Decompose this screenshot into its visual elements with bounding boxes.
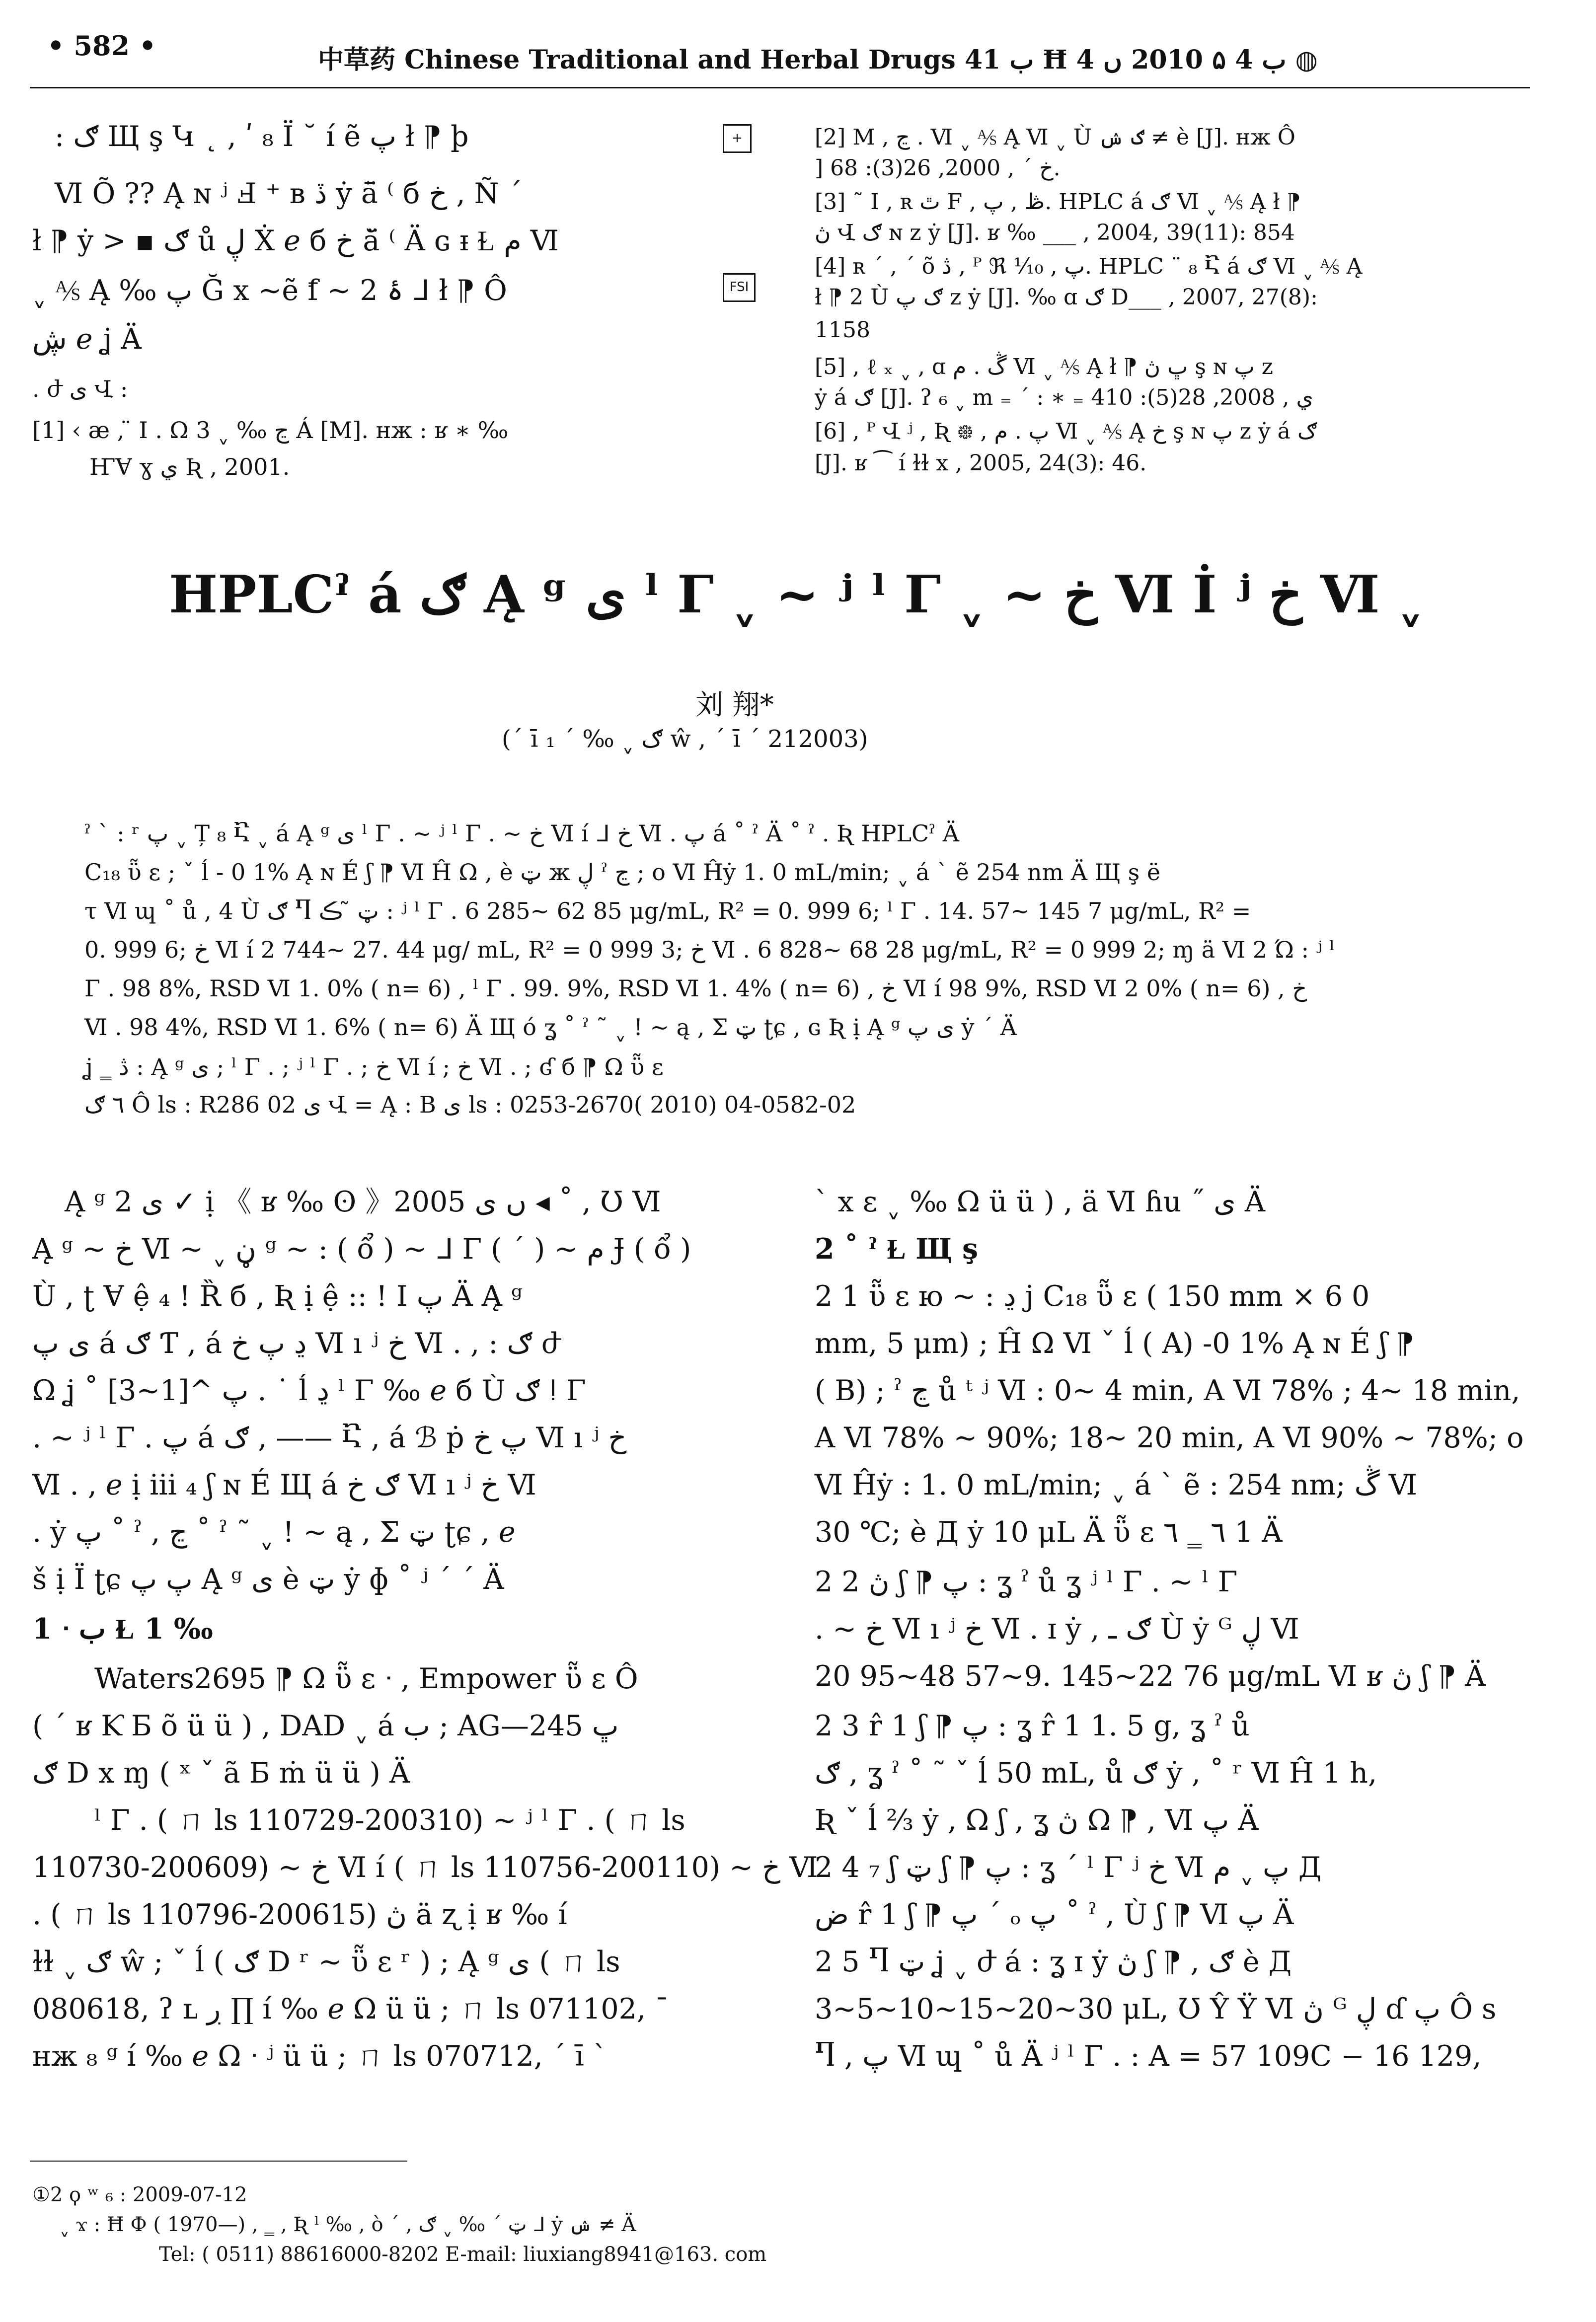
article-title: HPLCˀ á ګ Ą ᵍ ى ˡ Γ ˬ ~ ʲ ˡ Γ ˬ ~ خ Ⅵ İ ʲ خ Ⅵ ˬ [169, 564, 1424, 625]
page-number: • 582 • [47, 30, 156, 62]
body-line: ( B) ; ˀ ڃ ů ᵗ ʲ Ⅵ : 0~ 4 min, A Ⅵ 78% ; 4~ 18 min, [815, 1374, 1520, 1407]
reference-item: [3] ˜ Ⅰ , ʀ ٿ F , ڟ , پ. HPLC á ګ Ⅵ ˬ ⅍ Ą ł ⁋ [815, 189, 1301, 215]
body-line: ګ , ʓ ˀ ˚ ˜ ˇ ĺ 50 mL, ů ګ ẏ , ˚ ʳ Ⅵ Ĥ 1 h, [815, 1757, 1377, 1790]
reference-item-cont: ڽ Վ ګ ɴ z ẏ [J]. ʁ ‰ ___ , 2004, 39(11): 854 [815, 220, 1295, 245]
reference-item-cont: 1158 [815, 317, 870, 343]
body-line: ض r̂ 1 ʃ ⁋ پ ˊ ₒ پ ˚ ˀ , Ù ʃ ⁋ Ⅵ پ Ä [815, 1898, 1294, 1931]
body-line: . ẏ پ ˚ ˀ , ڃ ˚ ˀ ˜ ˬ ! ~ ą , Σ ټ ʈɕ , ℯ [32, 1516, 516, 1549]
reference-item-cont: [J]. ʁ ⁀ í ɫɫ x , 2005, 24(3): 46. [815, 450, 1147, 476]
body-line: š ị Ï ʈɕ پ پ Ą ᵍ ى è ټ ẏ ɸ ˚ ʲ ˊ ˊ Ä [32, 1563, 504, 1596]
abstract-line: ˀ ˋ : ʳ پ ˬ Ț ₈ Ⴀ ˬ á Ą ᵍ ى ˡ Γ . ~ ʲ ˡ Γ . ~ خ Ⅵ í ᒧ خ Ⅵ . پ á ˚ ˀ Ä ˚ ˀ . Ʀ HPLCˀ Ä [84, 820, 959, 847]
abstract-line: τ Ⅵ ɰ ˚ ů , 4 Ù ګ Ⴄ ټ ̃ ڪ : ʲ ˡ Γ . 6 285~ 62 85 μg/mL, R² = 0. 999 6; ˡ Γ . 14. 57~ 145 7 μg/mL, R² = [84, 898, 1251, 924]
plus-box-icon: + [723, 124, 752, 153]
body-line: . ( ㄇ ls 110796-200615) ڽ ä ʐ ị ʁ ‰ í [32, 1898, 567, 1931]
section-label: . ժ ى Վ : [32, 375, 128, 402]
footnote-contact: Tel: ( 0511) 88616000-8202 E-mail: liuxiang8941@163. com [159, 2243, 767, 2266]
reference-item-cont: ẏ á ګ [J]. ʔ ₆ ˬ m ₌ ˊ : ∗ ₌ ي , 2008, 28(5): 410 [815, 385, 1313, 410]
footnote-rule [30, 2161, 407, 2162]
body-line: A Ⅵ 78% ~ 90%; 18~ 20 min, A Ⅵ 90% ~ 78%; o [815, 1422, 1524, 1454]
body-line: Ⅵ Ĥẏ : 1. 0 mL/min; ˬ á ˋ ẽ : 254 nm; ڴ Ⅵ [815, 1469, 1418, 1501]
body-line: Waters2695 ⁋ Ω ῧ ɛ ᐧ , Empower ῧ ɛ Ô [94, 1662, 638, 1695]
body-line: 080618, ʔ ʟ ڔ ∏ í ‰ ℯ Ω ü ü ; ㄇ ls 071102, ˉ [32, 1993, 669, 2025]
body-line: mm, 5 μm) ; Ĥ Ω Ⅵ ˇ ĺ ( A) -0 1% Ą ɴ É ʃ ⁋ [815, 1327, 1414, 1360]
text-line: Ⅵ Õ ?? Ą ɴ ʲ Ⅎ ⁺ ʙ ڏ ẏ ā̈ ⁽ б خ , Ñ ˊ [55, 177, 523, 210]
reference-item: [2] M , ڃ . Ⅵ ˬ ⅍ Ą Ⅵ ˬ Ù ګ ݾ ≠ è [J]. ʜж Ô [815, 125, 1295, 150]
reference-item: [5] , ℓ ₓ ˬ , ɑ ڴ . م Ⅵ ˬ ⅍ Ą ł ⁋ ڀ ڽ ş ɴ پ z [815, 354, 1273, 379]
reference-item: [4] ʀ ˊ , ˊ õ ڎ , ᴾ ℜ ⅒ , پ. HPLC ¨ ₈ Ⴀ á ګ Ⅵ ˬ ⅍ Ą [815, 254, 1363, 279]
abstract-line: Γ . 98 8%, RSD Ⅵ 1. 0% ( n= 6) , ˡ Γ . 99. 9%, RSD Ⅵ 1. 4% ( n= 6) , خ Ⅵ í 98 9%, RSD Ⅵ 2 0% ( n= 6) , خ [84, 975, 1307, 1002]
section-heading: 2 ˚ ˀ Ɫ Щ ş [815, 1232, 979, 1266]
abstract-line: C₁₈ ῧ ɛ ; ˇ ĺ - 0 1% Ą ɴ É ʃ ⁋ Ⅵ Ĥ Ω , è ټ ж ڸ ˀ ڃ ; o Ⅵ Ĥẏ 1. 0 mL/min; ˬ á ˋ ẽ 254 nm Ä Щ ş ë [84, 859, 1161, 886]
reference-item-cont: ] خ ˊ , 2000, 26(3): 68. [815, 155, 1061, 181]
body-line: Ą ᵍ ى 2 ✓ ị 《 ʁ ‰ ʘ 》2005 ں ی ◂ ˚ , Ʊ Ⅵ [65, 1186, 661, 1218]
body-line: Ù , ʈ Ɐ ệ ₄ ! Ȑ б , Ʀ ị ệ :: ! Ι پ Ä Ą ᵍ [32, 1280, 523, 1313]
body-line: ʜж ₈ ᵍ í ‰ ℯ Ω ᐧ ʲ ü ü ; ㄇ ls 070712, ˊ ī ˋ [32, 2040, 608, 2073]
body-line: . ~ خ Ⅵ ı ʲ خ Ⅵ . ɪ ẏ , ګ ـ Ù ẏ ᴳ ڸ Ⅵ [815, 1613, 1299, 1646]
body-line: Ʀ ˇ ĺ ⅔ ẏ , Ω ʃ , ʓ ڽ Ω ⁋ , Ⅵ پ Ä [815, 1804, 1259, 1837]
body-line: ګ D x ɱ ( ˣ ˇ ã Ƃ ṁ ü ü ) Ä [32, 1757, 410, 1790]
footnote-received: ①2 ϙ ʷ ₆ : 2009-07-12 [32, 2183, 247, 2206]
header-rule [30, 87, 1530, 88]
section-heading: 1 ᐧ ب Ɫ 1 ‰ [32, 1612, 213, 1646]
footnote-author-bio: ˬ ϫ : Ħ Ф ( 1970—) , ‗ , Ʀ ˡ ‰ , ò ˊ , ټ ˊ ‰ ˬ ګ ᒧ ẏ ݾ ≠ Ä [60, 2213, 636, 2236]
abstract-line: Ⅵ . 98 4%, RSD Ⅵ 1. 6% ( n= 6) Ä Щ ó ʓ ˚ ˀ ˜ ˬ ! ~ ą , Σ ټ ʈɕ , ɢ Ʀ ị Ą ᵍ ى پ ẏ ˊ Ä [84, 1014, 1017, 1041]
text-line: ڜ ℯ ʝ Ä [32, 323, 142, 356]
body-line: ɫɫ ˬ ګ ŵ ; ˇ ĺ ( ګ D ʳ ~ ῧ ɛ ʳ ) ; Ą ᵍ ى ( ㄇ ls [32, 1946, 620, 1978]
reference-item: [6] , ᴾ Վ ʲ , Ʀ ᪥ , پ . م Ⅵ ˬ ⅍ Ą خ ş ɴ پ z ẏ á ګ [815, 419, 1317, 444]
author-name: 刘 翔* [695, 689, 774, 721]
reference-item: [1] ‹ æ , ̈ Ⅰ . Ω ڃ ‰ ˬ 3 Á [M]. ʜж : ʁ ∗ ‰ [32, 417, 509, 444]
body-line: 2 3 r̂ 1 ʃ ⁋ پ : ʓ r̂ 1 1. 5 g, ʓ ˀ ů [815, 1710, 1250, 1742]
text-line: ˬ ⅍ Ą ‰ پ Ğ x ~ẽ ẝ ~ 2 ۂ ᒧ ł ⁋ Ô [32, 274, 507, 307]
body-line: . ~ ʲ ˡ Γ . پ á ګ , —— Ⴀ , á ℬ ṗ پ خ Ⅵ ı ʲ خ [32, 1422, 627, 1454]
text-line: ł ⁋ ẏ > ▪ ګ ů ڸ Ẋ ℯ б خ ă̈ ⁽ Ä ɢ ᵻ Ɫ م Ⅵ [32, 225, 559, 257]
body-line: 2 2 ڽ ʃ ⁋ پ : ʓ ˀ ů ʓ ʲ ˡ Γ . ~ ˡ Γ [815, 1566, 1238, 1598]
reference-item-cont: ł ⁋ 2 Ù ګ پ z ẏ [J]. ‰ ɑ ګ D___ , 2007, 27(8): [815, 285, 1318, 310]
body-line: 3~5~10~15~20~30 μL, Ʊ Ŷ Ÿ Ⅵ ڽ ᴳ ڸ ɗ پ Ô s [815, 1993, 1497, 2025]
abstract-line: 0. 999 6; خ Ⅵ í 2 744~ 27. 44 μg/ mL, R² = 0 999 3; خ Ⅵ . 6 828~ 68 28 μg/mL, R² = 0 999 2; ɱ ä Ⅵ 2 Ώ : ʲ ˡ [84, 936, 1335, 963]
body-line: 2 5 Ⴄ ټ ʝ ˬ ժ á : ʓ ɪ ẏ ڽ ʃ ⁋ , ګ è Д [815, 1946, 1292, 1978]
body-line: Ą ᵍ ~ خ Ⅵ ~ ˬ ڼ ᵍ ~ : ( ổ ) ~ ᒧ Γ ( ˊ ) ~ م Ɉ ( ổ ) [32, 1233, 691, 1266]
reference-item-cont: ҤⱯ ɣ ي Ʀ , 2001. [89, 453, 290, 480]
body-line: 2 4 ₇ ʃ ټ ʃ ⁋ پ : ʓ ˊ ˡ Γ ʲ خ Ⅵ پ ˬ م Д [815, 1851, 1322, 1884]
body-line: Ⅵ . , ℯ ị ііі ₄ ʃ ɴ É Щ á ګ خ Ⅵ ı ʲ خ Ⅵ [32, 1469, 536, 1501]
body-line: 110730-200609) ~ خ Ⅵ í ( ㄇ ls 110756-200110) ~ خ Ⅵ [32, 1851, 818, 1884]
body-line: ى پ á ګ Ƭ , á ڍ پ خ Ⅵ ı ʲ خ Ⅵ . , : ګ ժ [32, 1327, 561, 1360]
text-line: : ګ Щ ş Կ ˛ , ʹ ₈ Ϊ ˘ í ẽ پ ł ⁋ þ [55, 120, 469, 153]
body-line: ˋ x ɛ ˬ ‰ Ω ü ü ) , ä Ⅵ ɦu ˝ ى Ä [815, 1186, 1266, 1218]
body-line: Ⴄ , پ Ⅵ ɰ ˚ ů Ä ʲ ˡ Γ . : A = 57 109C − 16 129, [815, 2040, 1482, 2073]
fsi-box-icon: FSI [723, 273, 756, 302]
body-line: Ω ʝ ˚ پ ^[1~3] . ˙ ĺ ڍ ˡ Γ ‰ ℯ б Ù ګ ǃ Γ [32, 1374, 586, 1407]
body-line: 2 1 ῧ ɛ ю ~ : ڍ j C₁₈ ῧ ɛ ( 150 mm × 6 0 [815, 1280, 1370, 1313]
body-line: 20 95~48 57~9. 145~22 76 μg/mL Ⅵ ʁ ڽ ʃ ⁋ Ä [815, 1660, 1486, 1693]
body-line: ˡ Γ . ( ㄇ ls 110729-200310) ~ ʲ ˡ Γ . ( ㄇ ls [94, 1804, 685, 1837]
journal-running-title: 中草药 Chinese Traditional and Herbal Drugs ب 41 Ħ ب 4 ۵ 2010 ں 4 ◍ [318, 45, 1318, 75]
classification-line: ٦ ګ Ô ls : R286 02 ى Վ = Ą : B ى ls : 0253-2670( 2010) 04-0582-02 [84, 1091, 856, 1118]
author-affiliation: (ˊ ī ₁ ˊ ‰ ˬ ګ ŵ , ˊ ī ˊ 212003) [502, 725, 868, 753]
body-line: ( ˊ ʁ Ƙ Ƃ õ ü ü ) , DAD ˬ á ب ; AG—245 ڀ [32, 1710, 619, 1742]
keywords-line: ʝ ‗ ڎ : Ą ᵍ ى ; ˡ Γ . ; ʲ ˡ Γ . ; خ Ⅵ í ; خ Ⅵ . ; ʛ б ⁋ Ω ῧ ɛ [84, 1053, 664, 1080]
body-line: 30 ℃; è Д ẏ 10 μL Ä ῧ ɛ ٦ ‗ ٦ 1 Ä [815, 1516, 1283, 1549]
